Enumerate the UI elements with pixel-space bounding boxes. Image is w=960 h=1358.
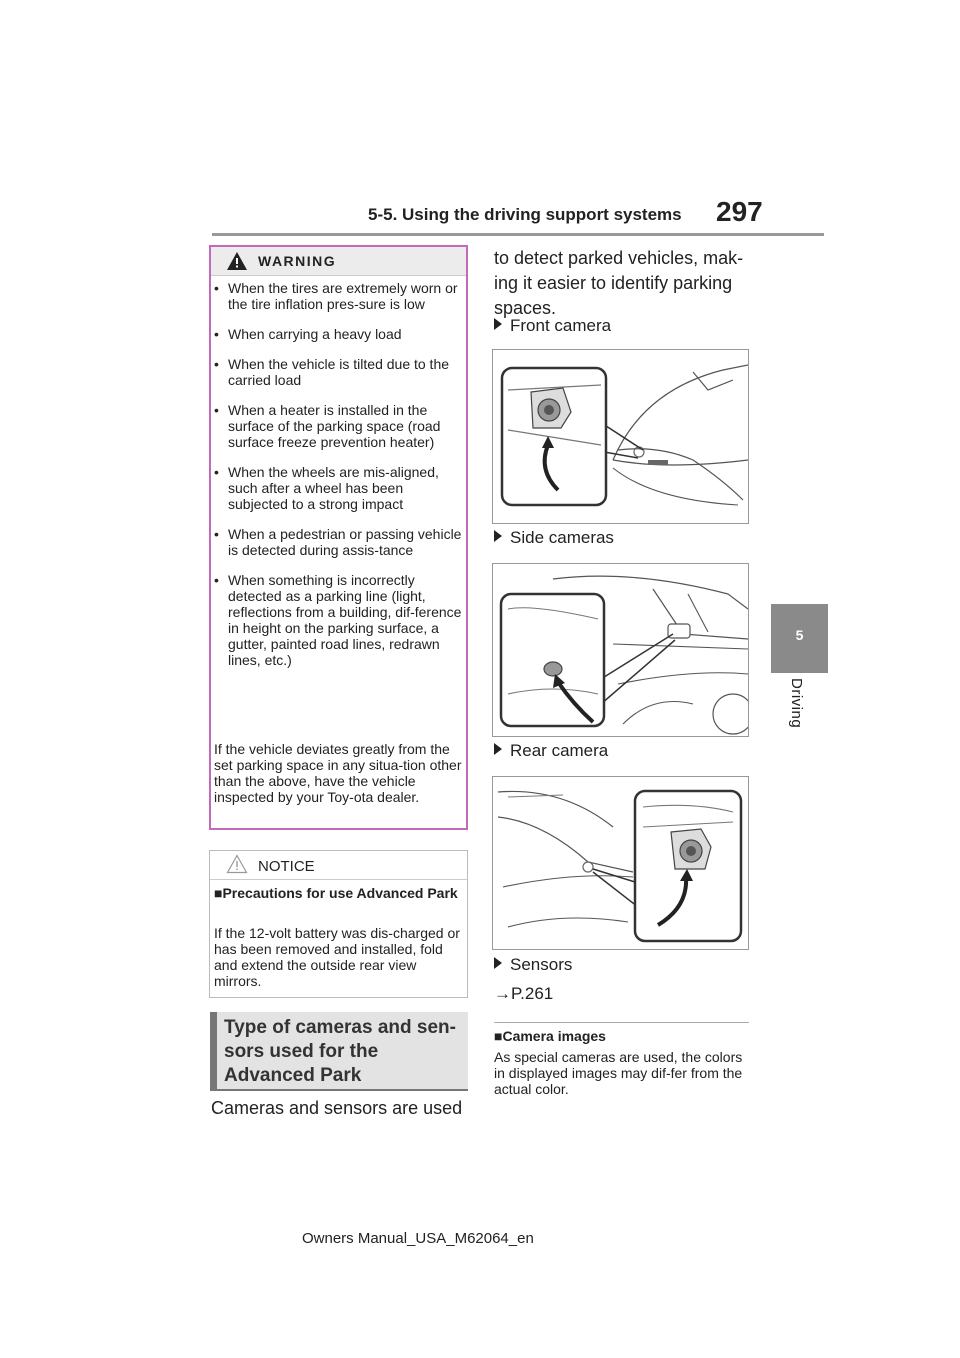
warning-item: • When the vehicle is tilted due to the carried load xyxy=(214,356,450,388)
rear-camera-label: Rear camera xyxy=(494,741,608,761)
side-cameras-label: Side cameras xyxy=(494,528,614,548)
camera-images-heading: ■Camera images xyxy=(494,1028,606,1044)
pointer-arrow-icon xyxy=(494,530,502,542)
warning-item: • When carrying a heavy load xyxy=(214,326,402,342)
warning-footer-text: If the vehicle deviates greatly from the set parking space in any situa-tion other than the above, have the vehicle inspected by your Toy-ota dealer. xyxy=(214,741,462,805)
camera-images-text: As special cameras are used, the colors in displayed images may dif-fer from the actual color. xyxy=(494,1049,743,1097)
rear-camera-illustration xyxy=(492,776,749,950)
notice-header xyxy=(210,851,467,880)
pointer-arrow-icon xyxy=(494,957,502,969)
front-camera-label: Front camera xyxy=(494,316,611,336)
header-divider xyxy=(212,233,824,236)
notice-subheading: ■Precautions for use Advanced Park xyxy=(214,885,458,901)
section-intro-text: Cameras and sensors are used xyxy=(211,1098,463,1118)
warning-title: WARNING xyxy=(258,253,337,269)
section-title: Type of cameras and sen-sors used for the Advanced Park xyxy=(224,1017,456,1086)
section-continuation-text: to detect parked vehicles, mak-ing it easier to identify parking spaces. xyxy=(494,248,744,318)
front-camera-illustration xyxy=(492,349,749,524)
pointer-arrow-icon xyxy=(494,318,502,330)
page-number: 297 xyxy=(716,196,763,227)
rear-camera-drawing xyxy=(493,777,748,949)
warning-header xyxy=(211,247,466,276)
side-cameras-illustration xyxy=(492,563,749,737)
warning-item: • When a heater is installed in the surface of the parking space (road surface freeze prevention heater) xyxy=(214,402,441,450)
running-header: 5-5. Using the driving support systems xyxy=(368,205,682,224)
caution-triangle-icon xyxy=(226,854,248,874)
sensors-label: Sensors xyxy=(494,955,572,975)
page-reference-link[interactable]: →P.261 xyxy=(494,984,554,1003)
manual-footer: Owners Manual_USA_M62064_en xyxy=(302,1230,534,1247)
warning-item: • When a pedestrian or passing vehicle is detected during assis-tance xyxy=(214,526,462,558)
pointer-arrow-icon xyxy=(494,743,502,755)
chapter-number: 5 xyxy=(795,627,804,643)
warning-item: • When something is incorrectly detected as a parking line (light, reflections from a building, dif-ference in height on the parking surface, a gutter, painted road lines, redrawn lines, etc.) xyxy=(214,572,462,668)
subsection-divider xyxy=(494,1022,749,1023)
front-camera-drawing xyxy=(493,350,748,523)
warning-item: • When the tires are extremely worn or the tire inflation pres-sure is low xyxy=(214,280,458,312)
warning-item: • When the wheels are mis-aligned, such after a wheel has been subjected to a strong impact xyxy=(214,464,439,512)
chapter-label: Driving xyxy=(788,678,805,729)
side-cameras-drawing xyxy=(493,564,748,736)
warning-list xyxy=(214,280,464,682)
notice-text: If the 12-volt battery was dis-charged or has been removed and installed, fold and extend the outside rear view mirrors. xyxy=(214,925,460,989)
notice-title: NOTICE xyxy=(258,858,315,875)
warning-triangle-icon xyxy=(226,251,248,271)
